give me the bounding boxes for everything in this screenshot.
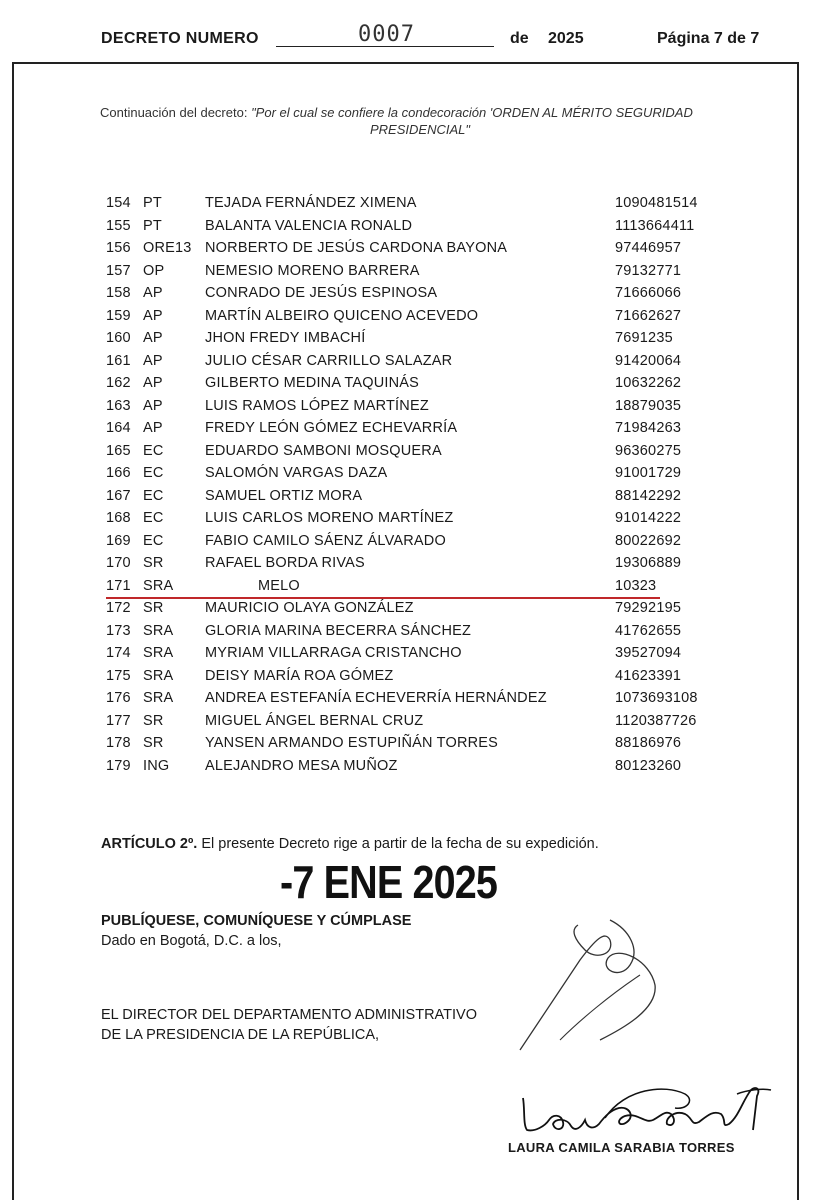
row-id-number: 71666066 <box>615 285 682 301</box>
row-number: 178 <box>106 735 131 751</box>
table-row <box>0 620 819 643</box>
row-id-number: 91420064 <box>615 352 682 369</box>
row-rank: AP <box>143 285 163 301</box>
row-id-number: 7691235 <box>615 330 673 346</box>
row-name: MARTÍN ALBEIRO QUICENO ACEVEDO <box>205 307 479 324</box>
row-rank: ING <box>143 757 170 774</box>
table-row <box>0 350 819 373</box>
row-number: 161 <box>106 352 131 369</box>
row-id-number: 97446957 <box>615 240 682 256</box>
row-rank: ORE13 <box>143 240 192 256</box>
row-id-number: 1120387726 <box>615 712 697 729</box>
row-id-number: 19306889 <box>615 555 682 571</box>
row-rank: AP <box>143 307 163 324</box>
row-name: MIGUEL ÁNGEL BERNAL CRUZ <box>205 712 424 729</box>
table-row <box>0 417 819 440</box>
row-name: SALOMÓN VARGAS DAZA <box>205 465 388 481</box>
continuation-note <box>100 104 790 138</box>
row-number: 171 <box>106 577 131 594</box>
row-name: SAMUEL ORTIZ MORA <box>205 487 363 504</box>
table-row <box>0 665 819 688</box>
row-rank: PT <box>143 217 162 234</box>
row-id-number: 88186976 <box>615 735 682 751</box>
row-id-number: 41762655 <box>615 622 682 639</box>
director-title-line2: DE LA PRESIDENCIA DE LA REPÚBLICA, <box>101 1027 380 1043</box>
table-row <box>0 575 819 598</box>
row-number: 154 <box>106 195 131 211</box>
row-id-number: 91001729 <box>615 465 682 481</box>
row-number: 157 <box>106 262 131 279</box>
row-name: CONRADO DE JESÚS ESPINOSA <box>205 285 438 301</box>
row-number: 160 <box>106 330 131 346</box>
row-id-number: 80022692 <box>615 532 682 549</box>
row-rank: EC <box>143 465 164 481</box>
frame-top-border <box>12 62 799 64</box>
continuation-prefix: Continuación del decreto: <box>100 105 248 120</box>
table-row <box>0 192 819 215</box>
table-row <box>0 710 819 733</box>
row-name: ANDREA ESTEFANÍA ECHEVERRÍA HERNÁNDEZ <box>205 690 547 706</box>
row-rank: EC <box>143 532 164 549</box>
row-id-number: 18879035 <box>615 397 682 414</box>
red-underline-mark <box>106 597 660 599</box>
row-number: 172 <box>106 600 131 616</box>
article-text: El presente Decreto rige a partir de la fecha de su expedición. <box>201 836 599 852</box>
row-number: 164 <box>106 420 131 436</box>
row-name: EDUARDO SAMBONI MOSQUERA <box>205 442 442 459</box>
page-indicator: Página 7 de 7 <box>657 30 760 47</box>
table-row <box>0 305 819 328</box>
table-row <box>0 372 819 395</box>
table-row <box>0 327 819 350</box>
row-name: LUIS CARLOS MORENO MARTÍNEZ <box>205 510 454 526</box>
row-name: YANSEN ARMANDO ESTUPIÑÁN TORRES <box>205 735 499 751</box>
row-number: 174 <box>106 645 131 661</box>
row-id-number: 96360275 <box>615 442 682 459</box>
table-row <box>0 507 819 530</box>
decree-number-label: DECRETO NUMERO <box>101 30 259 47</box>
recipients-list <box>0 192 819 777</box>
row-name: GLORIA MARINA BECERRA SÁNCHEZ <box>205 622 472 639</box>
row-rank: AP <box>143 352 163 369</box>
row-name: DEISY MARÍA ROA GÓMEZ <box>205 667 394 684</box>
row-number: 166 <box>106 465 131 481</box>
row-name: MAURICIO OLAYA GONZÁLEZ <box>205 600 414 616</box>
row-number: 170 <box>106 555 131 571</box>
table-row <box>0 282 819 305</box>
table-row <box>0 260 819 283</box>
decree-year: 2025 <box>548 30 584 47</box>
publiquese-line: PUBLÍQUESE, COMUNÍQUESE Y CÚMPLASE <box>101 913 412 929</box>
row-id-number: 41623391 <box>615 667 682 684</box>
row-rank: OP <box>143 262 165 279</box>
row-number: 177 <box>106 712 131 729</box>
row-rank: SRA <box>143 667 174 684</box>
row-rank: SR <box>143 712 164 729</box>
row-rank: AP <box>143 420 163 436</box>
row-id-number: 39527094 <box>615 645 682 661</box>
row-number: 175 <box>106 667 131 684</box>
date-stamp: -7 ENE 2025 <box>280 856 498 908</box>
row-id-number: 10323 <box>615 577 657 594</box>
row-id-number: 1073693108 <box>615 690 698 706</box>
table-row <box>0 732 819 755</box>
row-name: JHON FREDY IMBACHÍ <box>205 330 366 346</box>
table-row <box>0 687 819 710</box>
article-2 <box>101 836 599 852</box>
table-row <box>0 530 819 553</box>
row-number: 165 <box>106 442 131 459</box>
row-name: NEMESIO MORENO BARRERA <box>205 262 420 279</box>
row-rank: SR <box>143 555 164 571</box>
signature-image <box>515 1080 775 1140</box>
table-row <box>0 440 819 463</box>
table-row <box>0 755 819 778</box>
row-id-number: 1113664411 <box>615 217 695 234</box>
table-row <box>0 597 819 620</box>
dado-line: Dado en Bogotá, D.C. a los, <box>101 933 282 949</box>
table-row <box>0 485 819 508</box>
decree-number: 0007 <box>358 22 415 47</box>
row-name: FREDY LEÓN GÓMEZ ECHEVARRÍA <box>205 420 458 436</box>
row-number: 173 <box>106 622 131 639</box>
row-rank: SR <box>143 600 164 616</box>
row-number: 158 <box>106 285 131 301</box>
row-name: RAFAEL BORDA RIVAS <box>205 555 365 571</box>
row-rank: SRA <box>143 577 174 594</box>
continuation-title-line1: "Por el cual se confiere la condecoración 'ORDEN AL MÉRITO SEGURIDAD <box>251 105 693 120</box>
row-number: 176 <box>106 690 131 706</box>
director-title-line1: EL DIRECTOR DEL DEPARTAMENTO ADMINISTRATIVO <box>101 1007 477 1023</box>
row-number: 155 <box>106 217 131 234</box>
row-rank: AP <box>143 375 163 391</box>
row-number: 156 <box>106 240 131 256</box>
row-rank: EC <box>143 487 164 504</box>
decree-header <box>0 24 819 54</box>
row-number: 159 <box>106 307 131 324</box>
initials-flourish <box>500 900 690 1060</box>
table-row <box>0 395 819 418</box>
table-row <box>0 462 819 485</box>
row-number: 163 <box>106 397 131 414</box>
row-rank: EC <box>143 442 164 459</box>
row-rank: EC <box>143 510 164 526</box>
row-name: JULIO CÉSAR CARRILLO SALAZAR <box>205 352 453 369</box>
row-id-number: 1090481514 <box>615 195 698 211</box>
row-id-number: 71662627 <box>615 307 682 324</box>
row-name: GILBERTO MEDINA TAQUINÁS <box>205 375 420 391</box>
table-row <box>0 642 819 665</box>
row-number: 169 <box>106 532 131 549</box>
row-rank: SRA <box>143 645 174 661</box>
row-rank: PT <box>143 195 162 211</box>
article-label: ARTÍCULO 2º. <box>101 836 198 852</box>
row-id-number: 71984263 <box>615 420 682 436</box>
decree-de-label: de <box>510 30 529 47</box>
row-id-number: 80123260 <box>615 757 682 774</box>
row-id-number: 91014222 <box>615 510 682 526</box>
row-name: BALANTA VALENCIA RONALD <box>205 217 413 234</box>
row-rank: SRA <box>143 622 174 639</box>
table-row <box>0 237 819 260</box>
row-id-number: 88142292 <box>615 487 682 504</box>
row-id-number: 79292195 <box>615 600 682 616</box>
row-number: 179 <box>106 757 131 774</box>
row-rank: AP <box>143 397 163 414</box>
row-name: FABIO CAMILO SÁENZ ÁLVARADO <box>205 532 446 549</box>
row-name: LUIS RAMOS LÓPEZ MARTÍNEZ <box>205 397 429 414</box>
row-name: MYRIAM VILLARRAGA CRISTANCHO <box>205 645 462 661</box>
row-number: 162 <box>106 375 131 391</box>
row-name: TEJADA FERNÁNDEZ XIMENA <box>205 195 417 211</box>
continuation-title-line2: PRESIDENCIAL" <box>370 122 470 137</box>
row-name: ALEJANDRO MESA MUÑOZ <box>205 757 398 774</box>
row-id-number: 79132771 <box>615 262 682 279</box>
row-name: NORBERTO DE JESÚS CARDONA BAYONA <box>205 240 508 256</box>
table-row <box>0 552 819 575</box>
row-rank: SR <box>143 735 164 751</box>
signer-name: LAURA CAMILA SARABIA TORRES <box>508 1140 735 1155</box>
row-rank: AP <box>143 330 163 346</box>
table-row <box>0 215 819 238</box>
row-number: 168 <box>106 510 131 526</box>
row-number: 167 <box>106 487 131 504</box>
row-rank: SRA <box>143 690 174 706</box>
row-id-number: 10632262 <box>615 375 682 391</box>
row-name: MELO <box>258 577 300 594</box>
